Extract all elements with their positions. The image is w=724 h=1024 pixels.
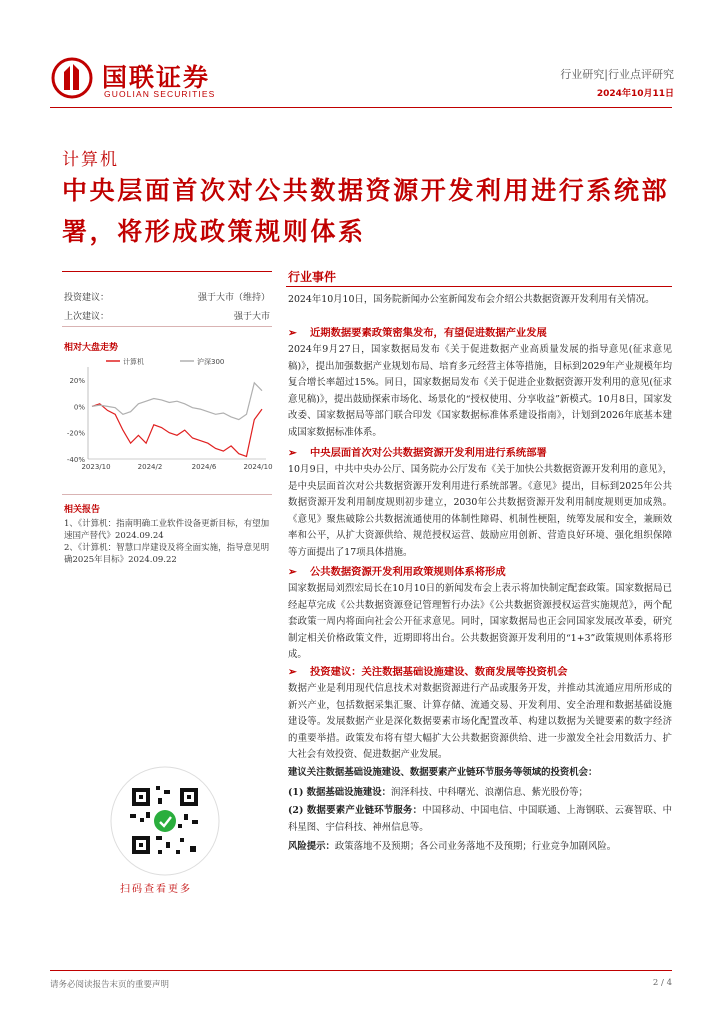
event-paragraph: 2024年10月10日，国务院新闻办公室新闻发布会介绍公共数据资源开发利用有关情况。 bbox=[288, 294, 655, 305]
guolian-logo-icon bbox=[50, 56, 94, 100]
bullet-heading bbox=[288, 444, 672, 459]
arrow-bullet-icon: ➢ bbox=[288, 327, 297, 339]
page-number: 2 / 4 bbox=[652, 978, 672, 988]
recommendation-item-label: (1) 数据基础设施建设： bbox=[288, 787, 392, 798]
report-type: 行业研究|行业点评研究 bbox=[560, 68, 674, 81]
x-tick-label: 2024/2 bbox=[137, 463, 163, 471]
chart-divider bbox=[62, 494, 272, 495]
section-title: 行业事件 bbox=[288, 270, 337, 284]
relative-trend-chart bbox=[60, 353, 274, 481]
report-date: 2024年10月11日 bbox=[596, 89, 674, 99]
related-reports-title: 相关报告 bbox=[64, 505, 101, 515]
legend-label: 沪深300 bbox=[197, 358, 225, 366]
arrow-bullet-icon: ➢ bbox=[288, 666, 297, 678]
bullet-heading bbox=[288, 324, 672, 339]
recommendation-item-label: (2) 数据要素产业链环节服务： bbox=[288, 805, 423, 816]
series-line bbox=[92, 383, 262, 420]
bullet-heading bbox=[288, 563, 672, 578]
left-column-divider bbox=[62, 271, 272, 272]
arrow-bullet-icon: ➢ bbox=[288, 447, 297, 459]
rating-divider bbox=[62, 326, 272, 327]
industry-label: 计算机 bbox=[62, 150, 119, 170]
opinion-paragraph: 10月9日，中共中央办公厅、国务院办公厅发布《关于加快公共数据资源开发利用的意见》，是中央层面首次对公共数据资源开发利用进行系统部署。《意见》提出，目标到2025年公共数据资源开发利用制度规则初步建立，2030年公共数据资源开发利用制度规则更加成熟。《意见》聚焦破除公共数据流通使用的体制性障碍、机制性梗阻，统筹发展和安全，兼顾效率和公平，从扩大资源供给、规范授权运营、鼓励应用创新、营造良好环境、强化组织保障等方面提出了17项具体措施。 bbox=[288, 464, 672, 558]
logo-text: 国联证券 bbox=[102, 63, 211, 92]
x-tick-label: 2024/6 bbox=[191, 463, 217, 471]
x-tick-label: 2024/10 bbox=[243, 463, 273, 471]
y-tick-label: -40% bbox=[66, 456, 85, 464]
bullet-heading-text: 中央层面首次对公共数据资源开发利用进行系统部署 bbox=[310, 447, 547, 459]
x-tick-label: 2023/10 bbox=[81, 463, 111, 471]
previous-rating-value: 强于大市 bbox=[233, 312, 270, 322]
risk-text: 政策落地不及预期；各公司业务落地不及预期；行业竞争加剧风险。 bbox=[334, 841, 617, 852]
y-tick-label: 20% bbox=[69, 377, 85, 386]
series-line bbox=[92, 404, 262, 457]
bullet-heading-text: 公共数据资源开发利用政策规则体系将形成 bbox=[310, 566, 506, 578]
trend-chart-title: 相对大盘走势 bbox=[64, 343, 119, 353]
recommendation-item bbox=[288, 785, 672, 802]
related-report-item[interactable]: 2、《计算机：智慧口岸建设及将全面实施，指导意见明确2025年目标》2024.09.22 bbox=[64, 543, 270, 565]
header-divider bbox=[50, 107, 672, 108]
qr-code-label: 扫码查看更多 bbox=[120, 884, 192, 895]
rules-paragraph: 国家数据局刘烈宏局长在10月10日的新闻发布会上表示将加快制定配套政策。国家数据局已经起草完成《公共数据资源登记管理暂行办法》《公共数据资源授权运营实施规范》，两个配套政策一周内将面向社会公开征求意见。同时，国家数据局也正会同国家发展改革委，研究制定相关价格政策文件，近期即将出台。公共数据资源开发利用的“1+3”政策规则体系将形成。 bbox=[288, 583, 672, 661]
rating-label: 投资建议： bbox=[64, 293, 110, 303]
industry-paragraph: 数据产业是利用现代信息技术对数据资源进行产品或服务开发，并推动其流通应用所形成的新兴产业，包括数据采集汇聚、计算存储、流通交易、开发利用、安全治理和数据基础设施建设等。发展数据产业是深化数据要素市场化配置改革、构建以数据为关键要素的数字经济的重要举措。政策发布将有望大幅扩大公共数据资源供给、进一步激发全社会用数活力、扩大社会有效投资、促进数据产业发展。 bbox=[288, 683, 672, 761]
risk-label: 风险提示： bbox=[288, 841, 335, 852]
recommendation-item bbox=[288, 803, 672, 836]
report-title: 中央层面首次对公共数据资源开发利用进行系统部署，将形成政策规则体系 bbox=[62, 176, 670, 246]
recommendation-paragraph: 建议关注数据基础设施建设、数据要素产业链环节服务等领域的投资机会： bbox=[288, 767, 598, 778]
qr-code-icon[interactable] bbox=[110, 766, 220, 876]
rating-value: 强于大市（维持） bbox=[197, 293, 270, 303]
risk-warning bbox=[288, 839, 672, 856]
policy-paragraph: 2024年9月27日，国家数据局发布《关于促进数据产业高质量发展的指导意见(征求意见稿)》，提出加强数据产业规划布局、培育多元经营主体等措施，目标到2029年产业规模年均复合增长率超过15%。同日，国家数据局发布《关于促进企业数据资源开发利用的意见(征求意见稿)》，提出鼓励探索市场化、场景化的“授权使用、分享收益”新模式。10月8日，国家发改委、国家数据局等部门联合印发《国家数据标准体系建设指南》，计划到2026年底基本建成国家数据标准体系。 bbox=[288, 344, 672, 438]
rating-row bbox=[64, 290, 270, 303]
logo-english: GUOLIAN SECURITIES bbox=[104, 89, 216, 99]
y-tick-label: 0% bbox=[73, 403, 85, 412]
recommendation-item-text: 中国移动、中国电信、中国联通、上海钢联、云赛智联、中科星图、宇信科技、神州信息等。 bbox=[288, 805, 672, 833]
legend-label: 计算机 bbox=[123, 358, 144, 366]
previous-rating-label: 上次建议： bbox=[64, 312, 110, 322]
bullet-heading bbox=[288, 663, 672, 678]
bullet-heading-text: 投资建议：关注数据基础设施建设、数商发展等投资机会 bbox=[310, 666, 568, 678]
y-tick-label: -20% bbox=[66, 429, 85, 438]
recommendation-item-text: 润泽科技、中科曙光、浪潮信息、紫光股份等； bbox=[391, 787, 588, 798]
previous-rating-row bbox=[64, 309, 270, 322]
footer-disclaimer: 请务必阅读报告末页的重要声明 bbox=[50, 980, 170, 990]
bullet-heading-text: 近期数据要素政策密集发布，有望促进数据产业发展 bbox=[310, 327, 547, 339]
section-divider bbox=[286, 286, 672, 287]
arrow-bullet-icon: ➢ bbox=[288, 566, 297, 578]
related-report-item[interactable]: 1、《计算机：指南明确工业软件设备更新目标，有望加速国产替代》2024.09.24 bbox=[64, 519, 270, 541]
footer-divider bbox=[50, 970, 672, 971]
